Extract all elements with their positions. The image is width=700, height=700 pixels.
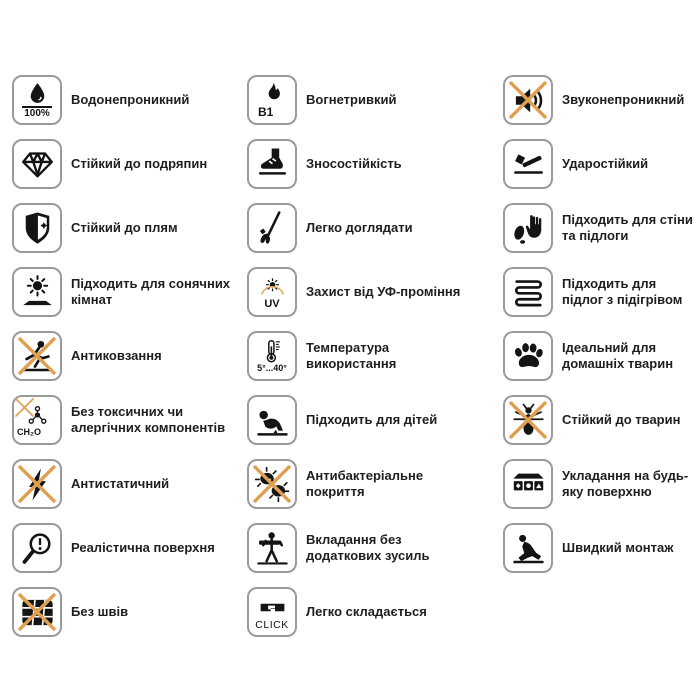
icon-text: B1 — [258, 105, 274, 120]
feature-item — [247, 523, 503, 573]
mop-icon — [247, 203, 297, 253]
feature-item — [503, 75, 700, 125]
feature-item — [12, 203, 247, 253]
diamond-icon — [12, 139, 62, 189]
feature-label: Вогнетривкий — [306, 92, 397, 107]
thermometer-icon — [247, 331, 297, 381]
shoe-step-icon — [247, 139, 297, 189]
feature-label: Укладання на будь-яку поверхню — [562, 468, 689, 499]
feature-label: Ударостійкий — [562, 156, 649, 171]
feature-item — [247, 75, 503, 125]
features-column-right — [503, 75, 700, 651]
feature-label: Стійкий до подряпин — [71, 156, 208, 171]
feature-item — [247, 331, 503, 381]
feature-label: Ідеальний для домашніх тварин — [562, 340, 674, 371]
icon-text: CLICK — [255, 619, 289, 632]
icon-text: UV — [264, 297, 280, 310]
feature-label: Підходить для підлог з підігрівом — [562, 276, 683, 307]
sun-floor-icon — [12, 267, 62, 317]
feature-label: Антистатичний — [71, 476, 170, 491]
slipping-person-icon — [12, 331, 62, 381]
feature-label: Без токсичних чи алергічних компонентів — [71, 404, 226, 435]
carrying-person-icon — [247, 523, 297, 573]
lightning-icon — [12, 459, 62, 509]
feature-item — [247, 395, 503, 445]
icon-text: 100% — [24, 107, 50, 119]
feature-label: Без швів — [71, 604, 129, 619]
water-drop-icon — [12, 75, 62, 125]
feature-item — [503, 203, 700, 253]
flame-icon — [247, 75, 297, 125]
feature-label: Підходить для дітей — [306, 412, 438, 427]
feature-item — [503, 523, 700, 573]
any-surface-icon — [503, 459, 553, 509]
feature-label: Антиковзання — [71, 348, 162, 363]
feature-label: Захист від УФ-проміння — [306, 284, 461, 299]
feature-label: Реалістична поверхня — [71, 540, 215, 555]
icon-text: 5°...40° — [257, 362, 287, 373]
hand-foot-icon — [503, 203, 553, 253]
feature-label: Вкладання без додаткових зусиль — [306, 532, 430, 563]
feature-item — [12, 395, 247, 445]
feature-item — [503, 139, 700, 189]
icon-text: CH₂O — [17, 426, 41, 437]
feature-item — [247, 587, 503, 637]
feature-item — [12, 331, 247, 381]
feature-label: Стійкий до плям — [71, 220, 178, 235]
crawling-baby-icon — [247, 395, 297, 445]
kneeling-installer-icon — [503, 523, 553, 573]
feature-label: Легко складається — [306, 604, 427, 619]
ant-icon — [503, 395, 553, 445]
magnifier-exclamation-icon — [12, 523, 62, 573]
bacteria-icon — [247, 459, 297, 509]
shield-stain-icon — [12, 203, 62, 253]
feature-item — [12, 459, 247, 509]
feature-label: Підходить для сонячних кімнат — [71, 276, 231, 307]
feature-item — [503, 267, 700, 317]
feature-item — [12, 587, 247, 637]
feature-label: Температура використання — [306, 340, 397, 371]
feature-item — [12, 267, 247, 317]
features-column-left — [12, 75, 247, 651]
feature-item — [247, 139, 503, 189]
feature-item — [247, 203, 503, 253]
feature-label: Підходить для стіни та підлоги — [562, 212, 693, 243]
features-column-middle — [247, 75, 503, 651]
heating-coil-icon — [503, 267, 553, 317]
feature-item — [503, 331, 700, 381]
floor-tiles-icon — [12, 587, 62, 637]
feature-item — [247, 459, 503, 509]
click-lock-icon — [247, 587, 297, 637]
feature-label: Легко доглядати — [306, 220, 413, 235]
hammer-icon — [503, 139, 553, 189]
sun-uv-icon — [247, 267, 297, 317]
paw-icon — [503, 331, 553, 381]
feature-item — [503, 459, 700, 509]
feature-label: Швидкий монтаж — [562, 540, 674, 555]
feature-label: Водонепроникний — [71, 92, 190, 107]
feature-item — [12, 523, 247, 573]
feature-label: Звуконепроникний — [562, 92, 685, 107]
feature-item — [503, 395, 700, 445]
feature-item — [247, 267, 503, 317]
formaldehyde-molecule-icon — [12, 395, 62, 445]
feature-item — [12, 139, 247, 189]
feature-item — [12, 75, 247, 125]
feature-label: Антибактеріальне покриття — [306, 468, 424, 499]
feature-label: Зносостійкість — [306, 156, 402, 171]
feature-label: Стійкий до тварин — [562, 412, 681, 427]
speaker-muted-icon — [503, 75, 553, 125]
